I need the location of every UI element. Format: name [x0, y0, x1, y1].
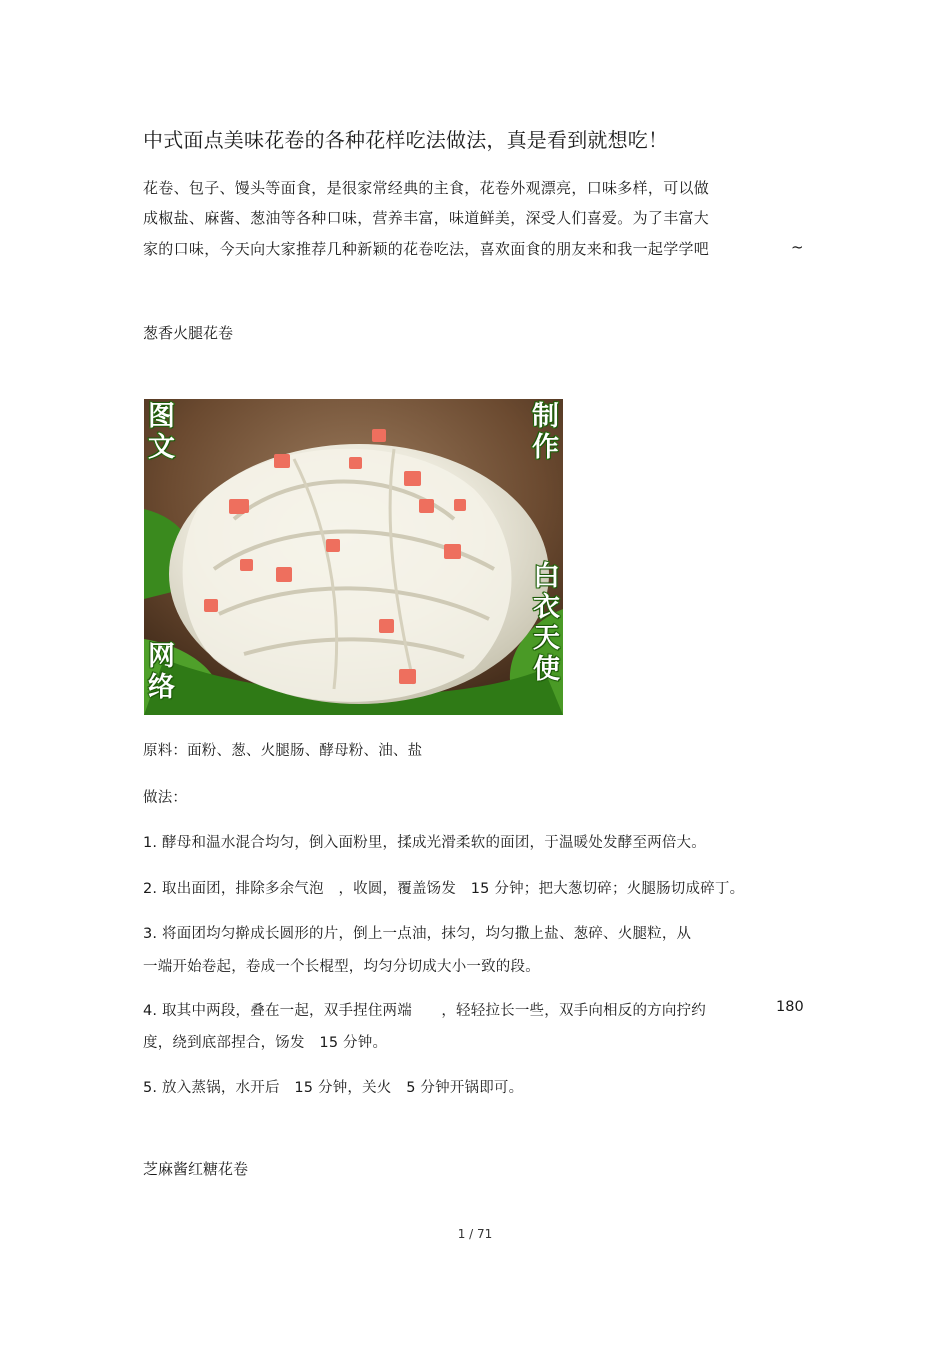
recipe-step-continued: 一端开始卷起，卷成一个长棍型，均匀分切成大小一致的段。: [143, 959, 540, 975]
page-number: 1 / 71: [457, 1227, 493, 1241]
recipe-step: 5. 放入蒸锅，水开后 15 分钟，关火 5 分钟开锅即可。: [143, 1080, 524, 1096]
document-title: 中式面点美味花卷的各种花样吃法做法，真是看到就想吃！: [143, 128, 669, 152]
watermark-text: 白 衣 天 使: [533, 561, 560, 685]
method-label: 做法：: [143, 790, 188, 806]
ingredients-text: 原料：面粉、葱、火腿肠、酵母粉、油、盐: [143, 743, 423, 759]
recipe-step: 1. 酵母和温水混合均匀，倒入面粉里，揉成光滑柔软的面团，于温暖处发酵至两倍大。: [143, 835, 706, 851]
intro-tilde: ~: [791, 238, 804, 256]
intro-paragraph-line: 花卷、包子、馒头等面食，是很家常经典的主食，花卷外观漂亮，口味多样，可以做: [143, 179, 710, 197]
recipe-photo: [144, 399, 563, 715]
watermark-text: 图 文: [148, 401, 175, 463]
watermark-text: 制 作: [532, 401, 559, 463]
recipe-step: 3. 将面团均匀擀成长圆形的片，倒上一点油，抹匀，均匀撒上盐、葱碎、火腿粒，从: [143, 926, 692, 942]
intro-paragraph-line: 家的口味，今天向大家推荐几种新颖的花卷吃法，喜欢面食的朋友来和我一起学学吧: [143, 240, 710, 258]
steamed-roll-image: [144, 399, 563, 715]
recipe-step: 4. 取其中两段，叠在一起，双手捏住两端 ，轻轻拉长一些，双手向相反的方向拧约: [143, 1003, 706, 1019]
recipe-step: 2. 取出面团，排除多余气泡 ，收圆，覆盖饧发 15 分钟；把大葱切碎；火腿肠切成碎丁。: [143, 881, 745, 897]
section-heading: 芝麻酱红糖花卷: [143, 1160, 249, 1178]
watermark-text: 网 络: [148, 641, 175, 703]
recipe-step-number: 180: [776, 999, 804, 1015]
intro-paragraph-line: 成椒盐、麻酱、葱油等各种口味，营养丰富，味道鲜美，深受人们喜爱。为了丰富大: [143, 209, 710, 227]
recipe-step-continued: 度，绕到底部捏合，饧发 15 分钟。: [143, 1035, 388, 1051]
section-heading: 葱香火腿花卷: [143, 324, 234, 342]
